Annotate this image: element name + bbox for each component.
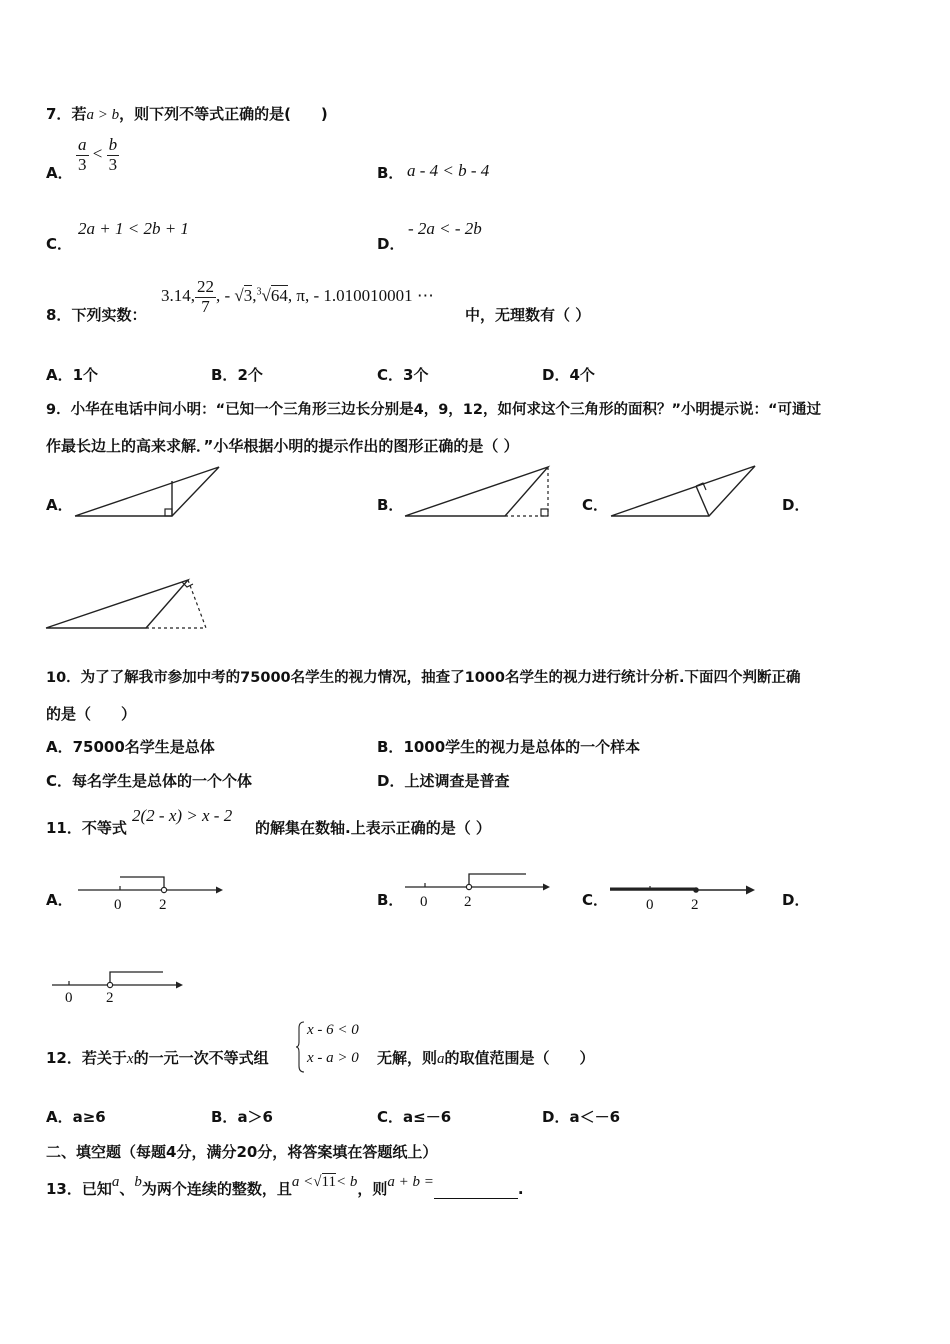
q8-option-a: A．1个: [46, 366, 99, 384]
q9-option-b-label: B．: [377, 496, 404, 514]
q9-figure-d: [44, 576, 212, 632]
q7-option-d-expr: - 2a < - 2b: [408, 219, 482, 238]
q13-stem: 13．已知a、b为两个连续的整数，且a <√11< b，则a + b = .: [46, 1174, 524, 1198]
q7-option-a-label: A．: [46, 164, 73, 182]
q7-stem: 7．若a > b，则下列不等式正确的是( ): [46, 105, 328, 123]
q9-option-d-label: D．: [782, 496, 810, 514]
q12-system-brace: [296, 1020, 306, 1074]
q10-option-d: D．上述调查是普查: [377, 772, 510, 790]
q12-stem-start: 12．若关于x的一元一次不等式组: [46, 1049, 269, 1067]
q10-stem-line1: 10．为了了解我市参加中考的75000名学生的视力情况，抽查了1000名学生的视力进行统计分析.下面四个判断正确: [46, 670, 801, 686]
q12-stem-end: 无解，则a的取值范围是（ ）: [377, 1049, 595, 1067]
q12-option-a: A．a≥6: [46, 1108, 106, 1126]
q12-system-line2: x - a > 0: [307, 1050, 359, 1066]
q9-option-c-label: C．: [582, 496, 609, 514]
q11-number-line-b: [405, 870, 551, 892]
q8-option-d: D．4个: [542, 366, 595, 384]
q11-option-b-label: B．: [377, 891, 404, 909]
q11-option-d-label: D．: [782, 891, 810, 909]
q7-option-b-expr: a - 4 < b - 4: [407, 161, 490, 180]
sqrt-symbol: √: [234, 286, 244, 306]
q11-a-tick-0: 0: [114, 897, 122, 913]
q11-option-a-label: A．: [46, 891, 73, 909]
q11-b-tick-0: 0: [420, 894, 428, 910]
q8-number: 8．下列实数：: [46, 306, 147, 324]
q9-stem-line2: 作最长边上的高来求解．”小华根据小明的提示作出的图形正确的是（ ）: [46, 437, 519, 455]
q11-c-tick-0: 0: [646, 897, 654, 913]
q11-b-tick-2: 2: [464, 894, 472, 910]
q12-option-b: B．a＞6: [211, 1108, 273, 1126]
q7-option-c-label: C．: [46, 235, 73, 253]
q8-option-c: C．3个: [377, 366, 429, 384]
q13-answer-blank[interactable]: [434, 1182, 518, 1199]
q11-stem-end: 的解集在数轴.上表示正确的是（ ）: [255, 819, 491, 837]
q9-figure-b: [404, 464, 554, 520]
q11-number-line-a: [78, 872, 224, 894]
q11-number-line-d: [52, 966, 186, 990]
q10-stem-line2: 的是（ ）: [46, 705, 137, 723]
q11-option-c-label: C．: [582, 891, 609, 909]
q12-option-d: D．a＜－6: [542, 1108, 621, 1126]
q11-d-tick-2: 2: [106, 990, 114, 1006]
q8-stem-end: 中，无理数有（ ）: [465, 306, 591, 324]
q10-option-a: A．75000名学生是总体: [46, 738, 215, 756]
q11-c-tick-2: 2: [691, 897, 699, 913]
q9-stem-line1: 9．小华在电话中问小明：“已知一个三角形三边长分别是4，9，12，如何求这个三角形的面积？”小明提示说：“可通过: [46, 402, 822, 418]
q12-system-line1: x - 6 < 0: [307, 1022, 359, 1038]
q11-d-tick-0: 0: [65, 990, 73, 1006]
q7-option-d-label: D．: [377, 235, 405, 253]
q9-figure-c: [610, 464, 760, 520]
q11-inequality: 2(2 - x) > x - 2: [132, 806, 233, 825]
cbrt-symbol: √: [261, 286, 271, 306]
q8-number-list: 3.14, $\frac{22}{7}$ , - √3,$^3$√64, π, - 1.010010001 ⋯: [161, 277, 434, 316]
q11-a-tick-2: 2: [159, 897, 167, 913]
q7-option-c-expr: 2a + 1 < 2b + 1: [78, 219, 189, 238]
q9-figure-a: [74, 464, 222, 520]
q9-option-a-label: A．: [46, 496, 73, 514]
q11-stem-start: 11．不等式: [46, 819, 127, 837]
q8-option-b: B．2个: [211, 366, 263, 384]
sqrt-symbol: √: [313, 1174, 322, 1190]
q10-option-c: C．每名学生是总体的一个个体: [46, 772, 253, 790]
q7-option-a-expr: $\frac{a}{3}$ < $\frac{b}{3}$: [78, 135, 118, 174]
q12-option-c: C．a≤－6: [377, 1108, 452, 1126]
section-heading-fill-in: 二、填空题（每题4分，满分20分，将答案填在答题纸上）: [46, 1143, 438, 1161]
q7-option-b-label: B．: [377, 164, 404, 182]
q10-option-b: B．1000学生的视力是总体的一个样本: [377, 738, 641, 756]
q11-number-line-c: [610, 880, 760, 900]
